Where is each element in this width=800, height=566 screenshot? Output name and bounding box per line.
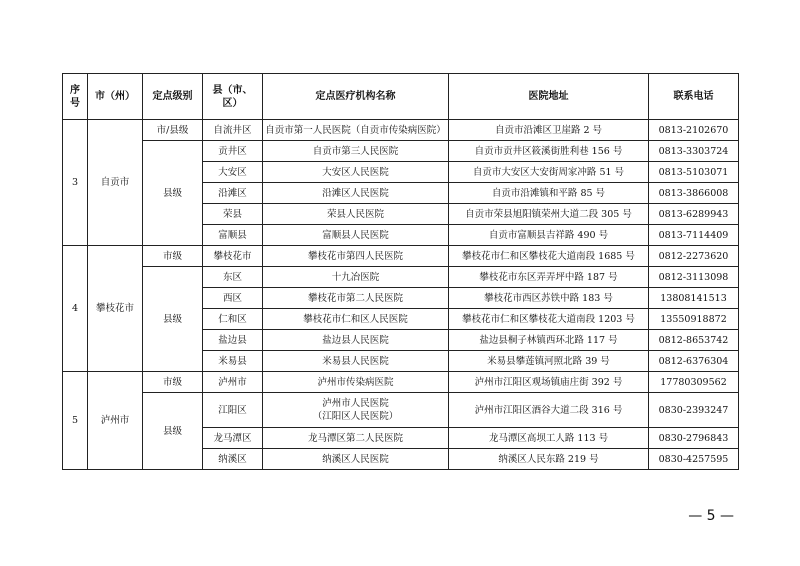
city-cell: 攀枝花市 bbox=[88, 246, 143, 372]
institution-cell-line: 米易县人民医院 bbox=[322, 355, 389, 367]
institution-cell-line: 自贡市第三人民医院 bbox=[312, 145, 399, 157]
address-cell: 自贡市富顺县吉祥路 490 号 bbox=[449, 225, 649, 246]
institution-cell-line: 龙马潭区第二人民医院 bbox=[307, 432, 403, 444]
header-seq bbox=[63, 74, 88, 120]
address-cell: 盐边县桐子林镇西环北路 117 号 bbox=[449, 330, 649, 351]
institution-cell bbox=[263, 372, 449, 393]
phone-cell: 0812-3113098 bbox=[649, 267, 739, 288]
address-cell: 米易县攀莲镇河照北路 39 号 bbox=[449, 351, 649, 372]
address-cell: 自贡市大安区大安街周家冲路 51 号 bbox=[449, 162, 649, 183]
county-cell: 荣县 bbox=[203, 204, 263, 225]
institution-cell bbox=[263, 288, 449, 309]
header-level: 定点级别 bbox=[143, 74, 203, 120]
institution-cell-line: 攀枝花市仁和区人民医院 bbox=[303, 313, 408, 325]
institution-cell bbox=[263, 162, 449, 183]
phone-cell: 0830-2796843 bbox=[649, 428, 739, 449]
address-cell: 攀枝花市东区弄弄坪中路 187 号 bbox=[449, 267, 649, 288]
county-cell: 盐边县 bbox=[203, 330, 263, 351]
header-county-line-2: 区） bbox=[222, 97, 243, 109]
page-number: — 5 — bbox=[688, 508, 734, 524]
institution-cell bbox=[263, 330, 449, 351]
table-body bbox=[63, 120, 739, 470]
institution-cell bbox=[263, 309, 449, 330]
institution-cell bbox=[263, 351, 449, 372]
phone-cell: 13550918872 bbox=[649, 309, 739, 330]
address-cell: 攀枝花市仁和区攀枝花大道南段 1685 号 bbox=[449, 246, 649, 267]
address-cell: 自贡市贡井区筱溪街胜利巷 156 号 bbox=[449, 141, 649, 162]
county-cell: 攀枝花市 bbox=[203, 246, 263, 267]
institution-cell bbox=[263, 267, 449, 288]
address-cell: 泸州市江阳区酒谷大道二段 316 号 bbox=[449, 393, 649, 428]
level-cell: 市级 bbox=[143, 246, 203, 267]
table-header bbox=[63, 74, 739, 120]
address-cell: 自贡市沿滩镇和平路 85 号 bbox=[449, 183, 649, 204]
phone-cell: 0812-6376304 bbox=[649, 351, 739, 372]
institution-cell-line: 攀枝花市第二人民医院 bbox=[307, 292, 403, 304]
county-cell: 大安区 bbox=[203, 162, 263, 183]
seq-cell: 4 bbox=[63, 246, 88, 372]
table-row bbox=[63, 267, 739, 288]
header-address: 医院地址 bbox=[449, 74, 649, 120]
header-county-line-1: 县（市、 bbox=[212, 84, 253, 96]
institution-cell-line: 沿滩区人民医院 bbox=[322, 187, 389, 199]
level-cell: 县级 bbox=[143, 393, 203, 470]
city-cell: 自贡市 bbox=[88, 120, 143, 246]
address-cell: 泸州市江阳区观场镇庙庄街 392 号 bbox=[449, 372, 649, 393]
header-city: 市（州） bbox=[88, 74, 143, 120]
phone-cell: 13808141513 bbox=[649, 288, 739, 309]
phone-cell: 0830-4257595 bbox=[649, 449, 739, 470]
header-county bbox=[203, 74, 263, 120]
institution-cell-line: 盐边县人民医院 bbox=[322, 334, 389, 346]
phone-cell: 0812-8653742 bbox=[649, 330, 739, 351]
phone-cell: 0813-5103071 bbox=[649, 162, 739, 183]
city-cell: 泸州市 bbox=[88, 372, 143, 470]
hospital-table bbox=[62, 73, 739, 470]
level-cell: 市级 bbox=[143, 372, 203, 393]
county-cell: 米易县 bbox=[203, 351, 263, 372]
institution-cell bbox=[263, 141, 449, 162]
county-cell: 龙马潭区 bbox=[203, 428, 263, 449]
county-cell: 沿滩区 bbox=[203, 183, 263, 204]
header-seq-line-1: 序 bbox=[70, 84, 80, 96]
county-cell: 江阳区 bbox=[203, 393, 263, 428]
address-cell: 自贡市沿滩区卫崖路 2 号 bbox=[449, 120, 649, 141]
institution-cell bbox=[263, 120, 449, 141]
institution-cell-line: 十九冶医院 bbox=[331, 271, 380, 283]
address-cell: 自贡市荣县旭阳镇荣州大道二段 305 号 bbox=[449, 204, 649, 225]
institution-cell bbox=[263, 393, 449, 428]
institution-cell-line: 自贡市第一人民医院（自贡市传染病医院） bbox=[265, 124, 446, 136]
institution-cell bbox=[263, 204, 449, 225]
county-cell: 纳溪区 bbox=[203, 449, 263, 470]
institution-cell-line: 攀枝花市第四人民医院 bbox=[307, 250, 403, 262]
institution-cell-line: （江阳区人民医院） bbox=[312, 411, 399, 422]
county-cell: 西区 bbox=[203, 288, 263, 309]
institution-cell-line: 大安区人民医院 bbox=[322, 166, 389, 178]
county-cell: 东区 bbox=[203, 267, 263, 288]
county-cell: 泸州市 bbox=[203, 372, 263, 393]
address-cell: 龙马潭区高坝工人路 113 号 bbox=[449, 428, 649, 449]
county-cell: 自流井区 bbox=[203, 120, 263, 141]
level-cell: 市/县级 bbox=[143, 120, 203, 141]
phone-cell: 0812-2273620 bbox=[649, 246, 739, 267]
institution-cell bbox=[263, 183, 449, 204]
table-row bbox=[63, 372, 739, 393]
institution-cell-line: 荣县人民医院 bbox=[326, 208, 384, 220]
table-row bbox=[63, 141, 739, 162]
header-seq-line-2: 号 bbox=[70, 97, 80, 109]
county-cell: 贡井区 bbox=[203, 141, 263, 162]
header-institution: 定点医疗机构名称 bbox=[263, 74, 449, 120]
seq-cell: 5 bbox=[63, 372, 88, 470]
address-cell: 攀枝花市仁和区攀枝花大道南段 1203 号 bbox=[449, 309, 649, 330]
level-cell: 县级 bbox=[143, 141, 203, 246]
county-cell: 富顺县 bbox=[203, 225, 263, 246]
table-row bbox=[63, 246, 739, 267]
institution-cell bbox=[263, 449, 449, 470]
phone-cell: 17780309562 bbox=[649, 372, 739, 393]
institution-cell-line: 富顺县人民医院 bbox=[322, 229, 389, 241]
phone-cell: 0813-6289943 bbox=[649, 204, 739, 225]
phone-cell: 0813-3303724 bbox=[649, 141, 739, 162]
seq-cell: 3 bbox=[63, 120, 88, 246]
phone-cell: 0813-2102670 bbox=[649, 120, 739, 141]
institution-cell-line: 泸州市人民医院 bbox=[322, 398, 389, 409]
institution-cell bbox=[263, 225, 449, 246]
phone-cell: 0813-3866008 bbox=[649, 183, 739, 204]
institution-cell bbox=[263, 428, 449, 449]
county-cell: 仁和区 bbox=[203, 309, 263, 330]
institution-cell-line: 纳溪区人民医院 bbox=[322, 453, 389, 465]
phone-cell: 0830-2393247 bbox=[649, 393, 739, 428]
level-cell: 县级 bbox=[143, 267, 203, 372]
table-row bbox=[63, 120, 739, 141]
institution-cell bbox=[263, 246, 449, 267]
institution-cell-line: 泸州市传染病医院 bbox=[317, 376, 394, 388]
table-row bbox=[63, 393, 739, 428]
address-cell: 纳溪区人民东路 219 号 bbox=[449, 449, 649, 470]
phone-cell: 0813-7114409 bbox=[649, 225, 739, 246]
address-cell: 攀枝花市西区苏铁中路 183 号 bbox=[449, 288, 649, 309]
header-phone: 联系电话 bbox=[649, 74, 739, 120]
